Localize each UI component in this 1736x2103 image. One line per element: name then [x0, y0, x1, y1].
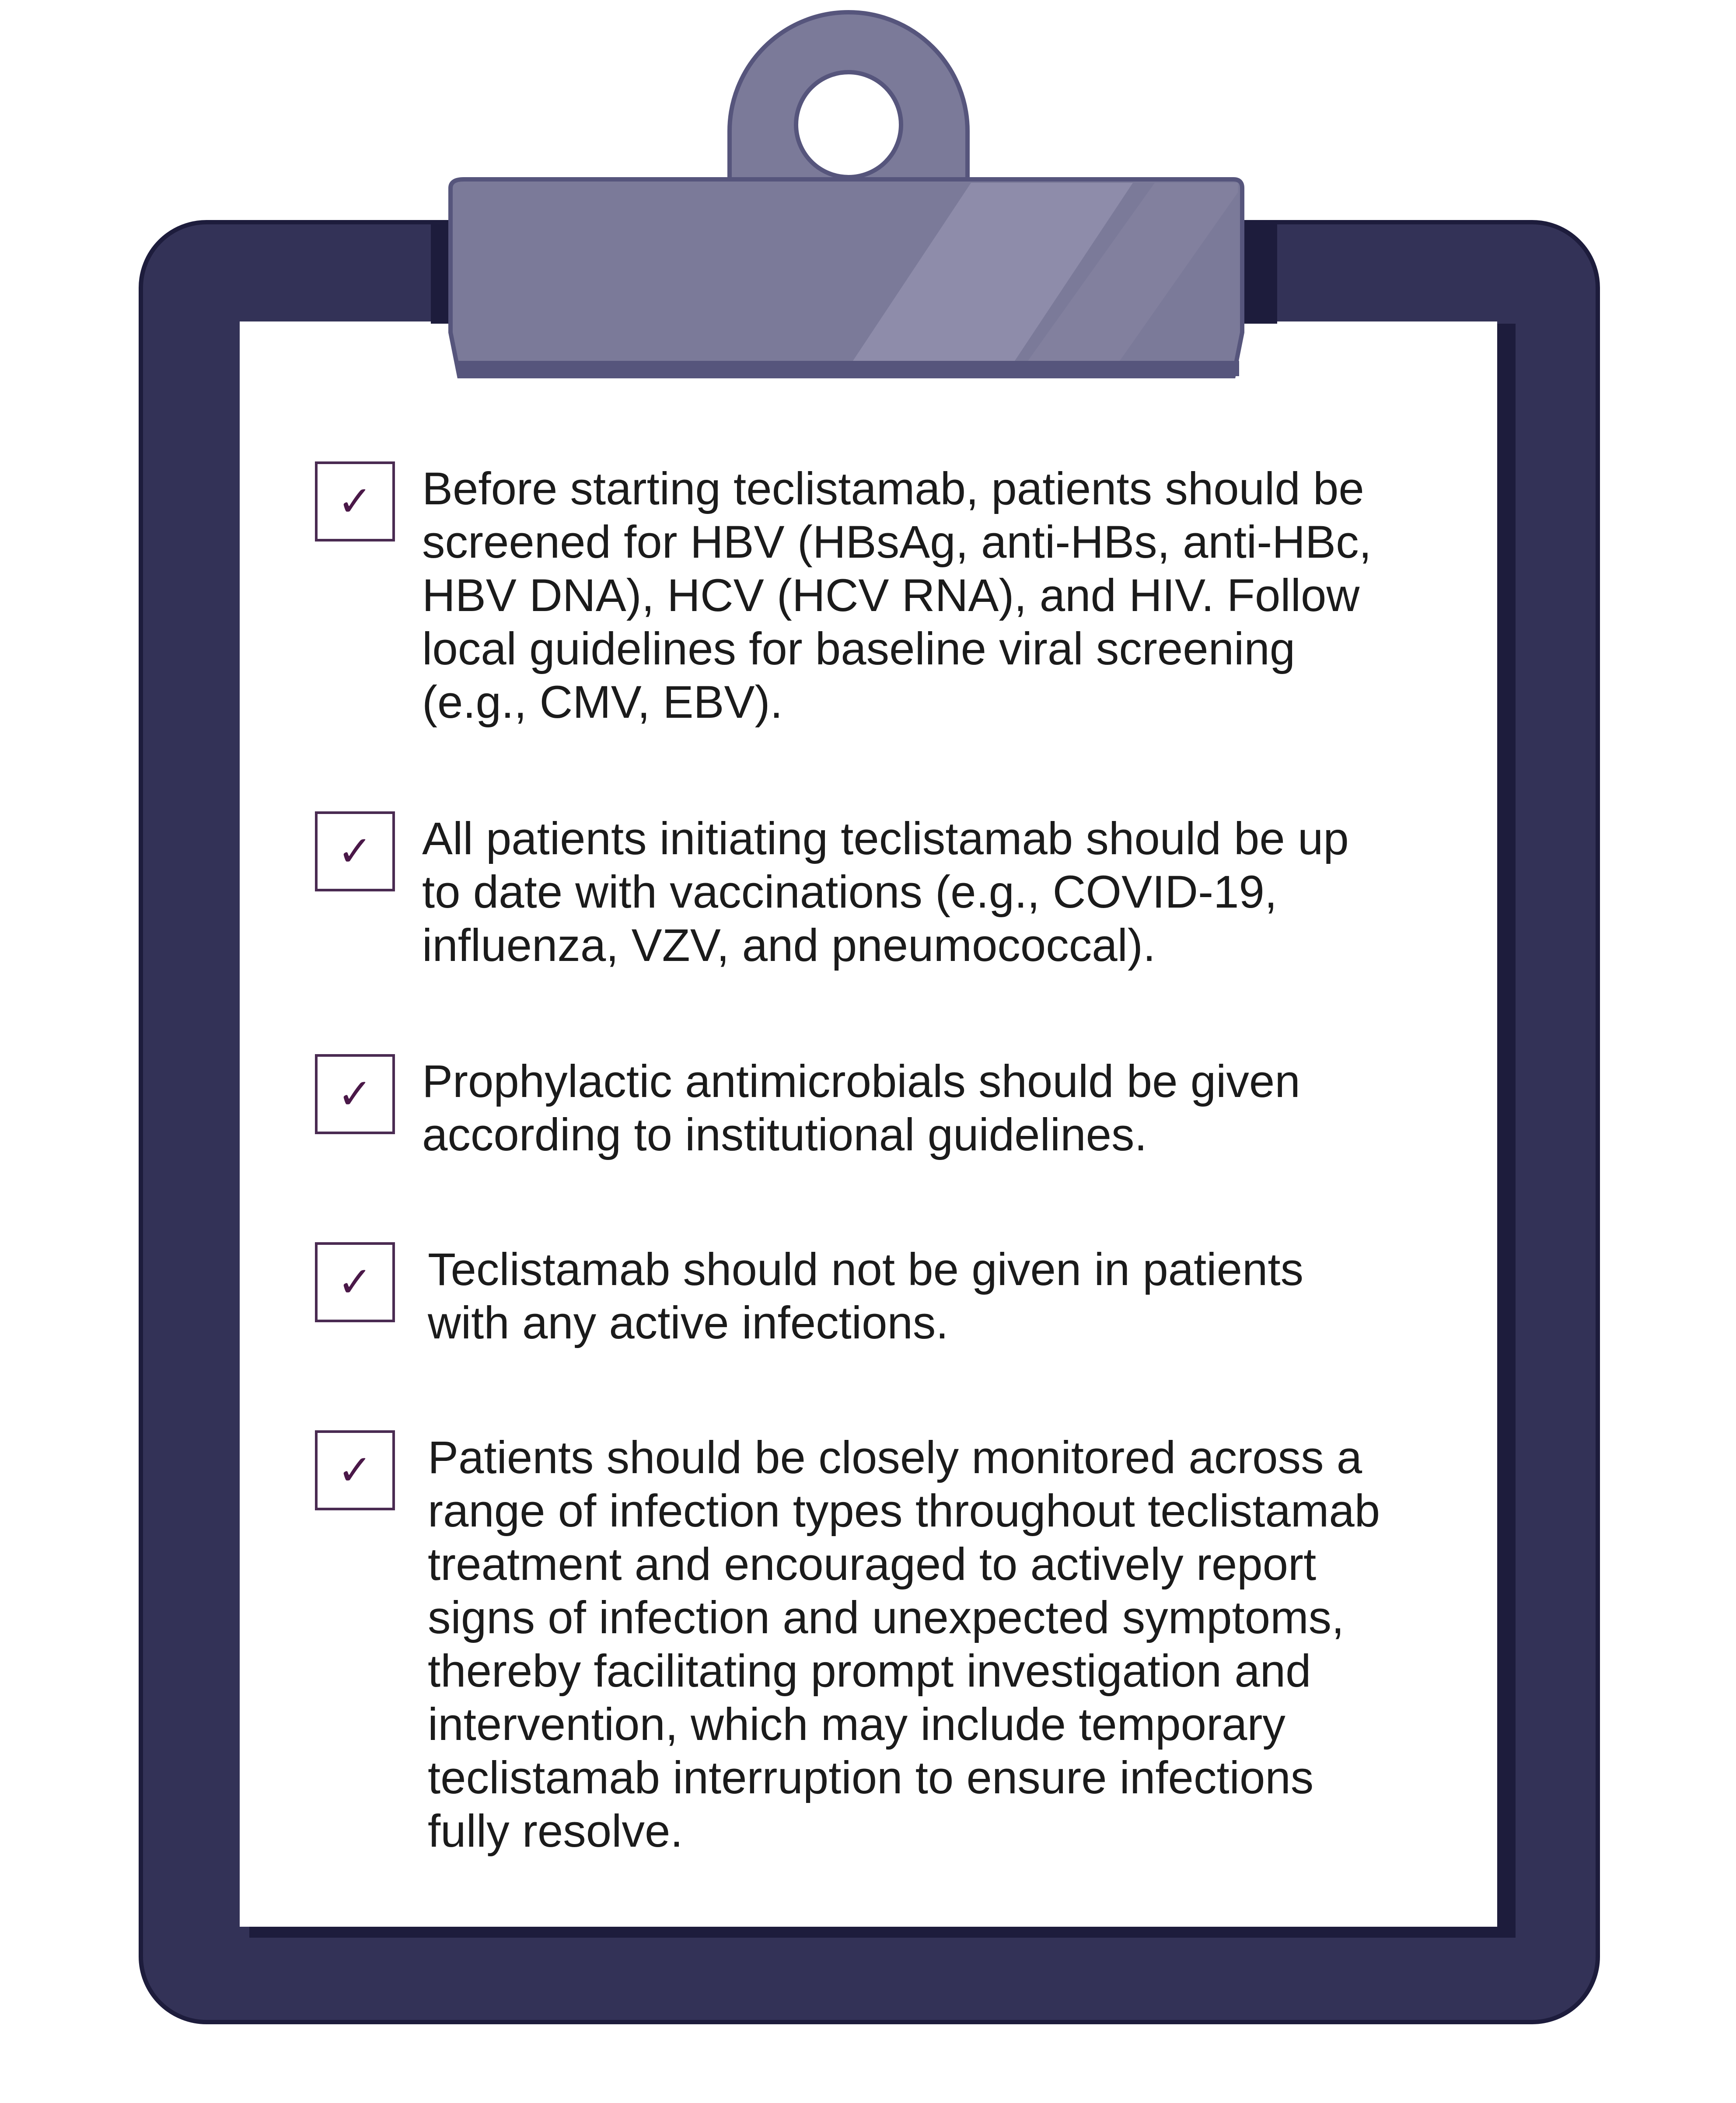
checkmark-icon: ✓: [337, 1446, 373, 1495]
checklist-item-text: Before starting teclistamab, patients should be screened for HBV (HBsAg, anti-HBs, anti-HBc, HBV DNA), HCV (HCV RNA), and HIV. Follow local guidelines for baseline viral screening (e.g., CMV, EBV).: [422, 463, 1372, 728]
checklist-item-text: Patients should be closely monitored across a range of infection types throughout teclistamab treatment and encouraged to actively report signs of infection and unexpected symptoms, thereby facilitating prompt investigation and intervention, which may include temporary teclistamab interruption to ensure infections fully resolve.: [428, 1432, 1380, 1857]
checklist-item-text: Teclistamab should not be given in patients with any active infections.: [428, 1244, 1304, 1348]
checklist-item-text: All patients initiating teclistamab should be up to date with vaccinations (e.g., COVID-19, influenza, VZV, and pneumococcal).: [422, 813, 1349, 971]
checkmark-icon: ✓: [337, 1258, 373, 1307]
checkmark-icon: ✓: [337, 827, 373, 876]
checkmark-icon: ✓: [337, 1069, 373, 1118]
checkmark-icon: ✓: [337, 477, 373, 526]
checklist-item-text: Prophylactic antimicrobials should be given according to institutional guidelines.: [422, 1056, 1300, 1160]
